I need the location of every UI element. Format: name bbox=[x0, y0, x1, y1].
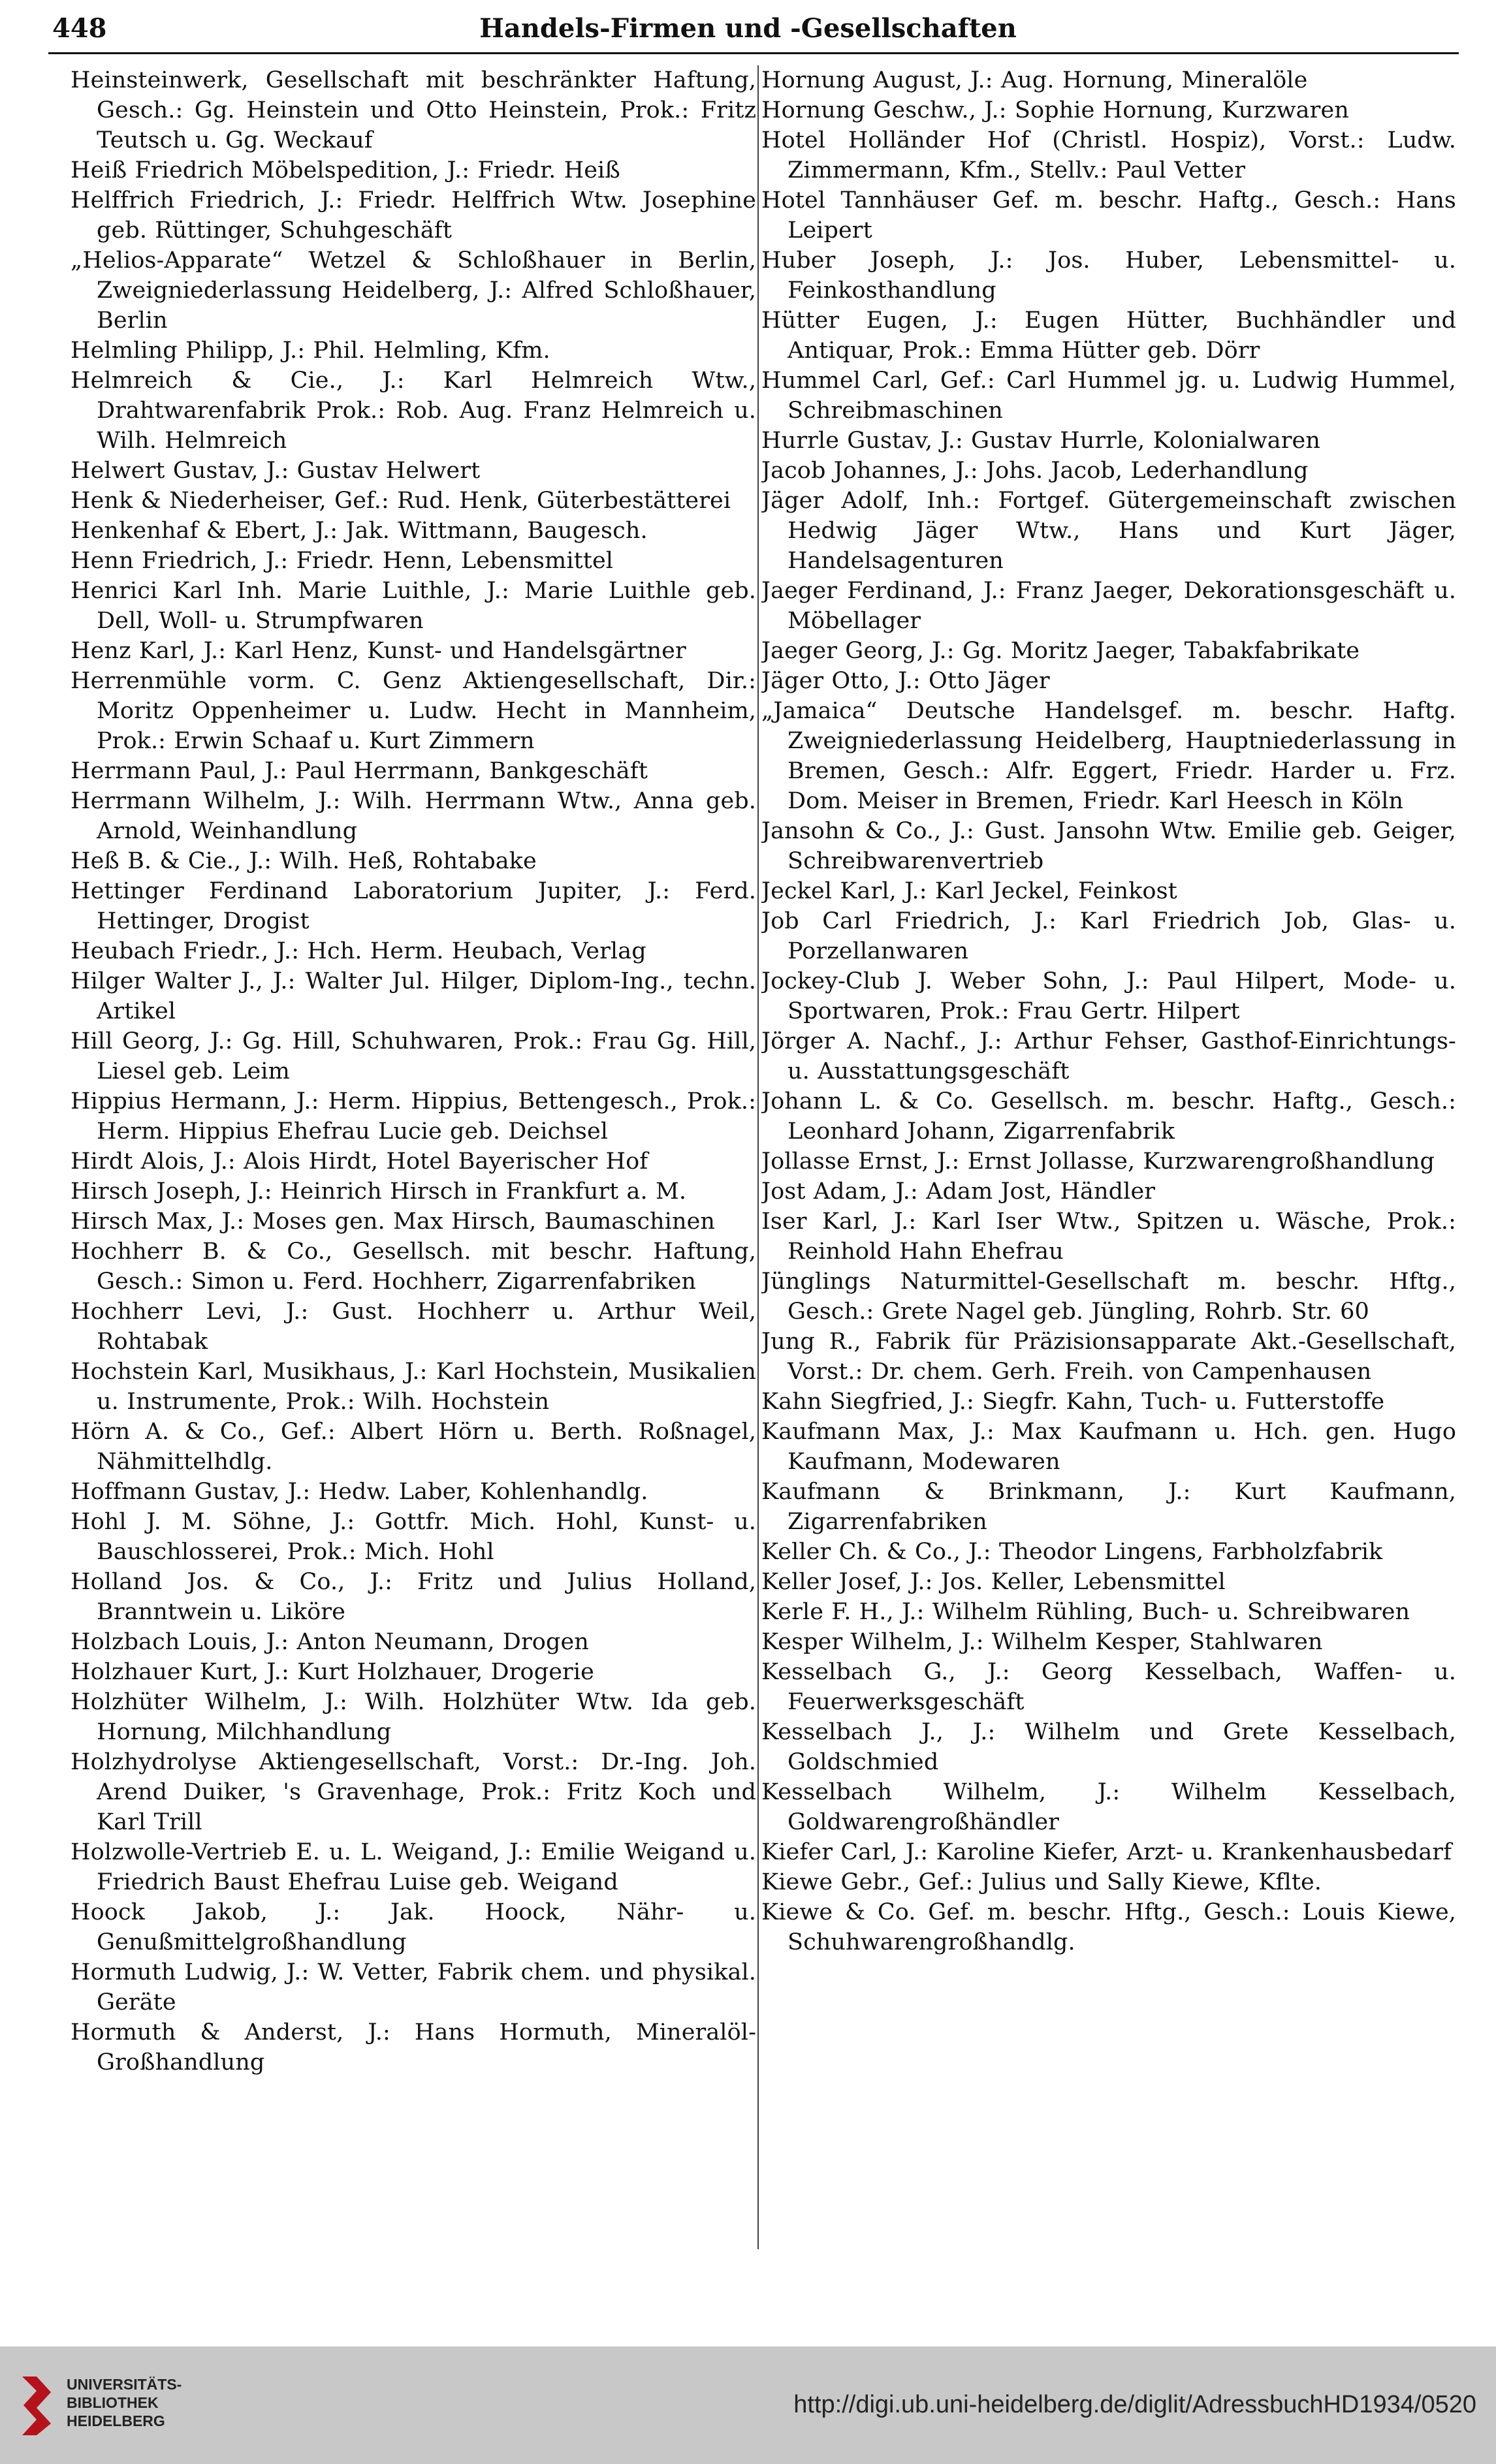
directory-entry: Kahn Siegfried, J.: Siegfr. Kahn, Tuch- u. Futterstoffe bbox=[761, 1389, 1385, 1415]
page-title: Handels-Firmen und -Gesellschaften bbox=[479, 13, 1017, 44]
directory-entry: Hill Georg, J.: Gg. Hill, Schuhwaren, Prok.: Frau Gg. Hill, Liesel geb. Leim bbox=[71, 1028, 756, 1084]
library-logo-icon bbox=[17, 2373, 56, 2438]
directory-entry: Kaufmann Max, J.: Max Kaufmann u. Hch. gen. Hugo Kaufmann, Modewaren bbox=[761, 1419, 1456, 1475]
directory-entry: Helmling Philipp, J.: Phil. Helmling, Kfm. bbox=[71, 338, 550, 364]
directory-entry: Jäger Otto, J.: Otto Jäger bbox=[761, 668, 1050, 694]
directory-entry: Heiß Friedrich Möbelspedition, J.: Friedr. Heiß bbox=[71, 157, 620, 183]
directory-entry: Henkenhaf & Ebert, J.: Jak. Wittmann, Baugesch. bbox=[71, 518, 648, 544]
directory-entry: Jansohn & Co., J.: Gust. Jansohn Wtw. Emilie geb. Geiger, Schreibwarenvertrieb bbox=[761, 818, 1456, 874]
directory-entry: Holzhüter Wilhelm, J.: Wilh. Holzhüter Wtw. Ida geb. Hornung, Milchhandlung bbox=[71, 1689, 756, 1745]
directory-entry: Helmreich & Cie., J.: Karl Helmreich Wtw., Drahtwarenfabrik Prok.: Rob. Aug. Franz Helmreich u. Wilh. Helmreich bbox=[71, 368, 756, 454]
library-name bbox=[67, 2375, 182, 2430]
directory-entry: Jockey-Club J. Weber Sohn, J.: Paul Hilpert, Mode- u. Sportwaren, Prok.: Frau Gertr. Hilpert bbox=[761, 968, 1456, 1024]
directory-entry: Helffrich Friedrich, J.: Friedr. Helffrich Wtw. Josephine geb. Rüttinger, Schuhgeschäft bbox=[71, 187, 756, 244]
citation-url[interactable]: http://digi.ub.uni-heidelberg.de/diglit/AdressbuchHD1934/0520 bbox=[793, 2391, 1476, 2418]
directory-entry: Johann L. & Co. Gesellsch. m. beschr. Haftg., Gesch.: Leonhard Johann, Zigarrenfabrik bbox=[761, 1088, 1456, 1145]
directory-entry: Kesselbach Wilhelm, J.: Wilhelm Kesselbach, Goldwarengroßhändler bbox=[761, 1779, 1456, 1835]
library-name-line: HEIDELBERG bbox=[67, 2412, 165, 2429]
directory-entry: Jollasse Ernst, J.: Ernst Jollasse, Kurzwarengroßhandlung bbox=[761, 1148, 1435, 1175]
directory-entry: Hornung Geschw., J.: Sophie Hornung, Kurzwaren bbox=[761, 97, 1349, 123]
directory-entry: Herrmann Wilhelm, J.: Wilh. Herrmann Wtw., Anna geb. Arnold, Weinhandlung bbox=[71, 788, 756, 844]
directory-entry: Kaufmann & Brinkmann, J.: Kurt Kaufmann, Zigarrenfabriken bbox=[761, 1479, 1456, 1535]
directory-entry: Herrenmühle vorm. C. Genz Aktiengesellschaft, Dir.: Moritz Oppenheimer u. Ludw. Hecht in Mannheim, Prok.: Erwin Schaaf u. Kurt Zimmern bbox=[71, 668, 756, 754]
footer-bar bbox=[0, 2346, 1496, 2464]
directory-entry: Kiewe Gebr., Gef.: Julius und Sally Kiewe, Kflte. bbox=[761, 1869, 1322, 1895]
directory-entry: Henk & Niederheiser, Gef.: Rud. Henk, Güterbestätterei bbox=[71, 488, 731, 514]
directory-entry: Kesselbach J., J.: Wilhelm und Grete Kesselbach, Goldschmied bbox=[761, 1719, 1456, 1775]
directory-entry: Hirdt Alois, J.: Alois Hirdt, Hotel Bayerischer Hof bbox=[71, 1148, 648, 1175]
directory-entry: Jörger A. Nachf., J.: Arthur Fehser, Gasthof-Einrichtungs- u. Ausstattungsgeschäft bbox=[761, 1028, 1456, 1084]
directory-entry: Henz Karl, J.: Karl Henz, Kunst- und Handelsgärtner bbox=[71, 638, 686, 664]
library-name-line: BIBLIOTHEK bbox=[67, 2394, 159, 2411]
directory-entry: Jäger Adolf, Inh.: Fortgef. Gütergemeinschaft zwischen Hedwig Jäger Wtw., Hans und Kurt Jäger, Handelsagenturen bbox=[761, 488, 1456, 574]
library-name-line: UNIVERSITÄTS- bbox=[67, 2376, 182, 2393]
column-divider bbox=[757, 65, 759, 2249]
directory-entry: Hoffmann Gustav, J.: Hedw. Laber, Kohlenhandlg. bbox=[71, 1479, 648, 1505]
page-number: 448 bbox=[52, 13, 107, 44]
directory-entry: Jünglings Naturmittel-Gesellschaft m. beschr. Hftg., Gesch.: Grete Nagel geb. Jüngling, Rohrb. Str. 60 bbox=[761, 1269, 1456, 1325]
directory-entry: Hoock Jakob, J.: Jak. Hoock, Nähr- u. Genußmittelgroßhandlung bbox=[71, 1899, 756, 1955]
directory-entry: Hohl J. M. Söhne, J.: Gottfr. Mich. Hohl, Kunst- u. Bauschlosserei, Prok.: Mich. Hohl bbox=[71, 1509, 756, 1565]
directory-entry: Hormuth Ludwig, J.: W. Vetter, Fabrik chem. und physikal. Geräte bbox=[71, 1959, 756, 2015]
directory-entry: Helwert Gustav, J.: Gustav Helwert bbox=[71, 458, 481, 484]
directory-entry: Hochherr B. & Co., Gesellsch. mit beschr. Haftung, Gesch.: Simon u. Ferd. Hochherr, Zigarrenfabriken bbox=[71, 1239, 756, 1295]
directory-entry: Huber Joseph, J.: Jos. Huber, Lebensmittel- u. Feinkosthandlung bbox=[761, 247, 1456, 304]
directory-entry: Hurrle Gustav, J.: Gustav Hurrle, Kolonialwaren bbox=[761, 428, 1321, 454]
directory-entry: Hippius Hermann, J.: Herm. Hippius, Bettengesch., Prok.: Herm. Hippius Ehefrau Lucie geb. Deichsel bbox=[71, 1088, 756, 1145]
directory-entry: Jacob Johannes, J.: Johs. Jacob, Lederhandlung bbox=[761, 458, 1309, 484]
directory-entry: Holland Jos. & Co., J.: Fritz und Julius Holland, Branntwein u. Liköre bbox=[71, 1569, 756, 1625]
directory-entry: Jost Adam, J.: Adam Jost, Händler bbox=[761, 1178, 1156, 1205]
directory-entry: Hummel Carl, Gef.: Carl Hummel jg. u. Ludwig Hummel, Schreibmaschinen bbox=[761, 368, 1456, 424]
directory-entry: Jaeger Ferdinand, J.: Franz Jaeger, Dekorationsgeschäft u. Möbellager bbox=[761, 578, 1456, 634]
left-column bbox=[71, 65, 756, 2249]
page-header bbox=[0, 0, 1496, 60]
directory-entry: Jeckel Karl, J.: Karl Jeckel, Feinkost bbox=[761, 878, 1177, 904]
directory-entry: Hilger Walter J., J.: Walter Jul. Hilger, Diplom-Ing., techn. Artikel bbox=[71, 968, 756, 1024]
header-divider bbox=[48, 52, 1459, 54]
directory-entry: Herrmann Paul, J.: Paul Herrmann, Bankgeschäft bbox=[71, 758, 648, 784]
directory-entry: Henn Friedrich, J.: Friedr. Henn, Lebensmittel bbox=[71, 548, 614, 574]
directory-entry: Kiewe & Co. Gef. m. beschr. Hftg., Gesch.: Louis Kiewe, Schuhwarengroßhandlg. bbox=[761, 1899, 1456, 1955]
directory-entry: Hettinger Ferdinand Laboratorium Jupiter, J.: Ferd. Hettinger, Drogist bbox=[71, 878, 756, 934]
directory-entry: Holzwolle-Vertrieb E. u. L. Weigand, J.: Emilie Weigand u. Friedrich Baust Ehefrau Luise geb. Weigand bbox=[71, 1839, 756, 1895]
directory-entry: Hochstein Karl, Musikhaus, J.: Karl Hochstein, Musikalien u. Instrumente, Prok.: Wilh. Hochstein bbox=[71, 1359, 756, 1415]
directory-entry: Heß B. & Cie., J.: Wilh. Heß, Rohtabake bbox=[71, 848, 537, 874]
directory-entry: Keller Josef, J.: Jos. Keller, Lebensmittel bbox=[761, 1569, 1226, 1595]
directory-entry: Hotel Tannhäuser Gef. m. beschr. Haftg., Gesch.: Hans Leipert bbox=[761, 187, 1456, 244]
directory-entry: Holzhydrolyse Aktiengesellschaft, Vorst.: Dr.-Ing. Joh. Arend Duiker, 's Gravenhage, Prok.: Fritz Koch und Karl Trill bbox=[71, 1749, 756, 1835]
directory-entry: Hotel Holländer Hof (Christl. Hospiz), Vorst.: Ludw. Zimmermann, Kfm., Stellv.: Paul Vetter bbox=[761, 127, 1456, 183]
directory-entry: Holzbach Louis, J.: Anton Neumann, Drogen bbox=[71, 1629, 589, 1655]
directory-entry: Hornung August, J.: Aug. Hornung, Mineralöle bbox=[761, 67, 1308, 93]
directory-entry: Hirsch Joseph, J.: Heinrich Hirsch in Frankfurt a. M. bbox=[71, 1178, 687, 1205]
directory-entry: Jaeger Georg, J.: Gg. Moritz Jaeger, Tabakfabrikate bbox=[761, 638, 1360, 664]
directory-entry: Jung R., Fabrik für Präzisionsapparate Akt.-Gesellschaft, Vorst.: Dr. chem. Gerh. Freih. von Campenhausen bbox=[761, 1329, 1456, 1385]
directory-entry: Job Carl Friedrich, J.: Karl Friedrich Job, Glas- u. Porzellanwaren bbox=[761, 908, 1456, 964]
directory-entry: Iser Karl, J.: Karl Iser Wtw., Spitzen u. Wäsche, Prok.: Reinhold Hahn Ehefrau bbox=[761, 1208, 1456, 1265]
directory-entry: „Helios-Apparate“ Wetzel & Schloßhauer in Berlin, Zweigniederlassung Heidelberg, J.: Alfred Schloßhauer, Berlin bbox=[71, 247, 756, 334]
directory-entry: Kerle F. H., J.: Wilhelm Rühling, Buch- u. Schreibwaren bbox=[761, 1599, 1410, 1625]
directory-entry: Kiefer Carl, J.: Karoline Kiefer, Arzt- u. Krankenhausbedarf bbox=[761, 1839, 1452, 1865]
directory-entry: Hütter Eugen, J.: Eugen Hütter, Buchhändler und Antiquar, Prok.: Emma Hütter geb. Dörr bbox=[761, 308, 1456, 364]
right-column bbox=[761, 65, 1456, 2249]
directory-entry: Hochherr Levi, J.: Gust. Hochherr u. Arthur Weil, Rohtabak bbox=[71, 1299, 756, 1355]
directory-entry: Henrici Karl Inh. Marie Luithle, J.: Marie Luithle geb. Dell, Woll- u. Strumpfwaren bbox=[71, 578, 756, 634]
directory-entry: Hormuth & Anderst, J.: Hans Hormuth, Mineralöl-Großhandlung bbox=[71, 2019, 756, 2076]
directory-entry: Hörn A. & Co., Gef.: Albert Hörn u. Berth. Roßnagel, Nähmittelhdlg. bbox=[71, 1419, 756, 1475]
directory-entry: Hirsch Max, J.: Moses gen. Max Hirsch, Baumaschinen bbox=[71, 1208, 716, 1235]
directory-entry: Heinsteinwerk, Gesellschaft mit beschränkter Haftung, Gesch.: Gg. Heinstein und Otto Heinstein, Prok.: Fritz Teutsch u. Gg. Weckauf bbox=[71, 67, 756, 153]
directory-entry: Kesper Wilhelm, J.: Wilhelm Kesper, Stahlwaren bbox=[761, 1629, 1323, 1655]
directory-entry: Kesselbach G., J.: Georg Kesselbach, Waffen- u. Feuerwerksgeschäft bbox=[761, 1659, 1456, 1715]
directory-entry: Holzhauer Kurt, J.: Kurt Holzhauer, Drogerie bbox=[71, 1659, 594, 1685]
directory-entry: Keller Ch. & Co., J.: Theodor Lingens, Farbholzfabrik bbox=[761, 1539, 1383, 1565]
directory-entry: Heubach Friedr., J.: Hch. Herm. Heubach, Verlag bbox=[71, 938, 646, 964]
directory-entry: „Jamaica“ Deutsche Handelsgef. m. beschr. Haftg. Zweigniederlassung Heidelberg, Hauptniederlassung in Bremen, Gesch.: Alfr. Eggert, Friedr. Harder u. Frz. Dom. Meiser in Bremen, Friedr. Karl Heesch in Köln bbox=[761, 698, 1456, 814]
